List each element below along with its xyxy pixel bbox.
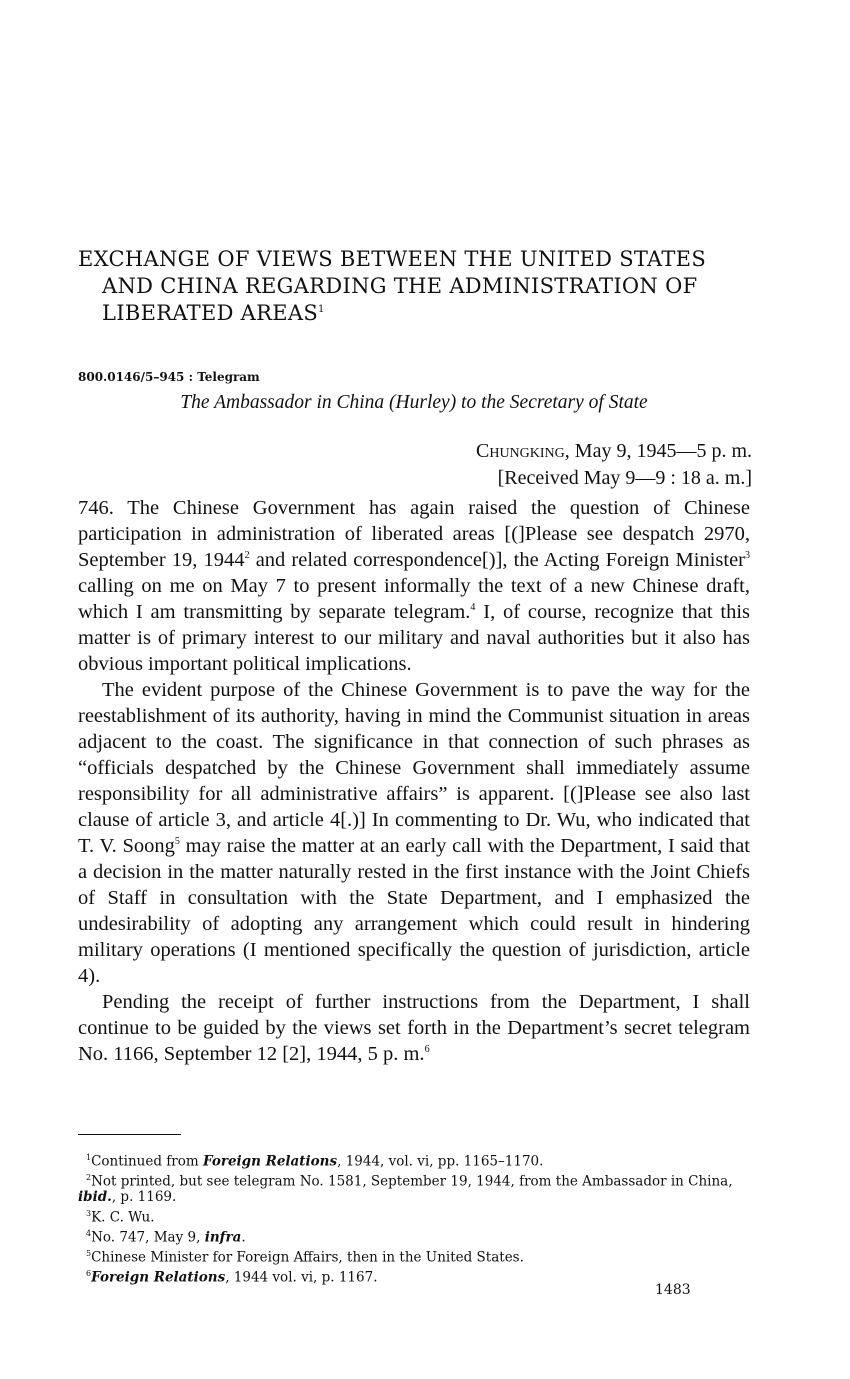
footnote-italic: infra <box>204 1229 242 1245</box>
document-heading: The Ambassador in China (Hurley) to the Secretary of State <box>180 392 648 413</box>
footnote-ref-2: 2 <box>244 550 250 562</box>
paragraph-2 <box>78 677 750 989</box>
footnote-number: 4 <box>86 1228 92 1238</box>
footnote-text: Continued from <box>91 1153 203 1170</box>
footnote-ref-5: 5 <box>174 836 180 848</box>
footnote-text: K. C. Wu. <box>91 1209 155 1225</box>
paragraph-1 <box>78 495 750 677</box>
footnote-text: , 1944 vol. vi, p. 1167. <box>225 1269 378 1285</box>
footnote-4 <box>78 1226 750 1246</box>
paragraph-3 <box>78 989 750 1067</box>
footnote-text: , 1944, vol. vi, pp. 1165–1170. <box>337 1153 544 1170</box>
p1-text-a: 746. The Chinese Government has again raised the question of Chinese participation in administration of liberated areas [(]Please see despatch 2970, September 19, 1944 <box>78 497 750 571</box>
footnote-number: 2 <box>86 1173 92 1182</box>
p2-text-b: may raise the matter at an early call with the Department, I said that a decision in the matter naturally rested in the first instance with the Joint Chiefs of Staff in consultation with the State Department, and I emphasized the undesirability of adopting any arrangement which could result in hindering military operations (I mentioned specifically the question of jurisdiction, article 4). <box>78 835 750 987</box>
footnote-5 <box>78 1246 750 1266</box>
p3-text-a: Pending the receipt of further instructions from the Department, I shall continue to be guided by the views set forth in the Department’s secret telegram No. 1166, September 12 [2], 1944, 5 p. m. <box>78 991 750 1065</box>
footnote-6 <box>78 1266 750 1286</box>
footnote-text: No. 747, May 9, <box>91 1229 205 1245</box>
title-line-1: EXCHANGE OF VIEWS BETWEEN THE UNITED STATES <box>78 247 707 271</box>
dateline-date: , May 9, 1945—5 p. m. <box>564 440 752 462</box>
footnote-ref-3: 3 <box>745 550 751 562</box>
footnote-number: 3 <box>86 1208 92 1218</box>
dateline-received: [Received May 9—9 : 18 a. m.] <box>497 467 752 489</box>
p1-text-b: and related correspondence[)], the Acting Foreign Minister <box>249 549 746 571</box>
footnote-text: , p. 1169. <box>111 1189 177 1205</box>
title-footnote-ref: 1 <box>318 304 325 315</box>
section-title <box>78 246 754 327</box>
footnote-number: 5 <box>86 1248 92 1258</box>
title-line-3 <box>78 300 754 327</box>
title-line-2: AND CHINA REGARDING THE ADMINISTRATION OF <box>102 274 698 298</box>
p1-text-c: calling on me on May 7 to present informally the text of a new Chinese draft, which I am transmitting by separate telegram. <box>78 575 750 623</box>
footnote-3 <box>78 1206 750 1226</box>
p2-text-a: The evident purpose of the Chinese Government is to pave the way for the reestablishment of its authority, having in mind the Communist situation in areas adjacent to the coast. The significance in that connection of such phrases as “officials despatched by the Chinese Government shall immediately assume responsibility for all administrative affairs” is apparent. [(]Please see also last clause of article 3, and article 4[.)] In commenting to Dr. Wu, who indicated that T. V. Soong <box>78 679 750 857</box>
file-code: 800.0146/5–945 : Telegram <box>78 370 260 384</box>
page-number: 1483 <box>655 1282 691 1298</box>
footnotes <box>78 1150 750 1286</box>
footnote-ref-4: 4 <box>470 602 476 614</box>
telegram-body <box>78 495 750 1067</box>
footnote-ref-6: 6 <box>424 1044 430 1056</box>
footnote-divider <box>78 1134 181 1135</box>
footnote-1 <box>78 1150 750 1170</box>
footnote-text: Not printed, but see telegram No. 1581, September 19, 1944, from the Ambassador in China, <box>91 1173 733 1190</box>
title-line-3-text: LIBERATED AREAS <box>102 301 319 325</box>
footnote-number: 1 <box>86 1153 92 1162</box>
dateline-place: Chungking <box>476 440 565 462</box>
footnote-italic: Foreign Relations <box>202 1153 338 1170</box>
footnote-italic: Foreign Relations <box>91 1269 226 1285</box>
footnote-2 <box>78 1170 750 1206</box>
footnote-text: . <box>241 1229 246 1245</box>
footnote-italic: ibid. <box>78 1189 112 1205</box>
dateline-sent <box>476 438 752 465</box>
p1-text-d: I, of course, recognize that this matter is of primary interest to our military and naval authorities but it also has obvious important political implications. <box>78 601 750 675</box>
dateline <box>476 438 752 492</box>
footnote-number: 6 <box>86 1268 92 1278</box>
footnote-text: Chinese Minister for Foreign Affairs, then in the United States. <box>91 1249 524 1265</box>
